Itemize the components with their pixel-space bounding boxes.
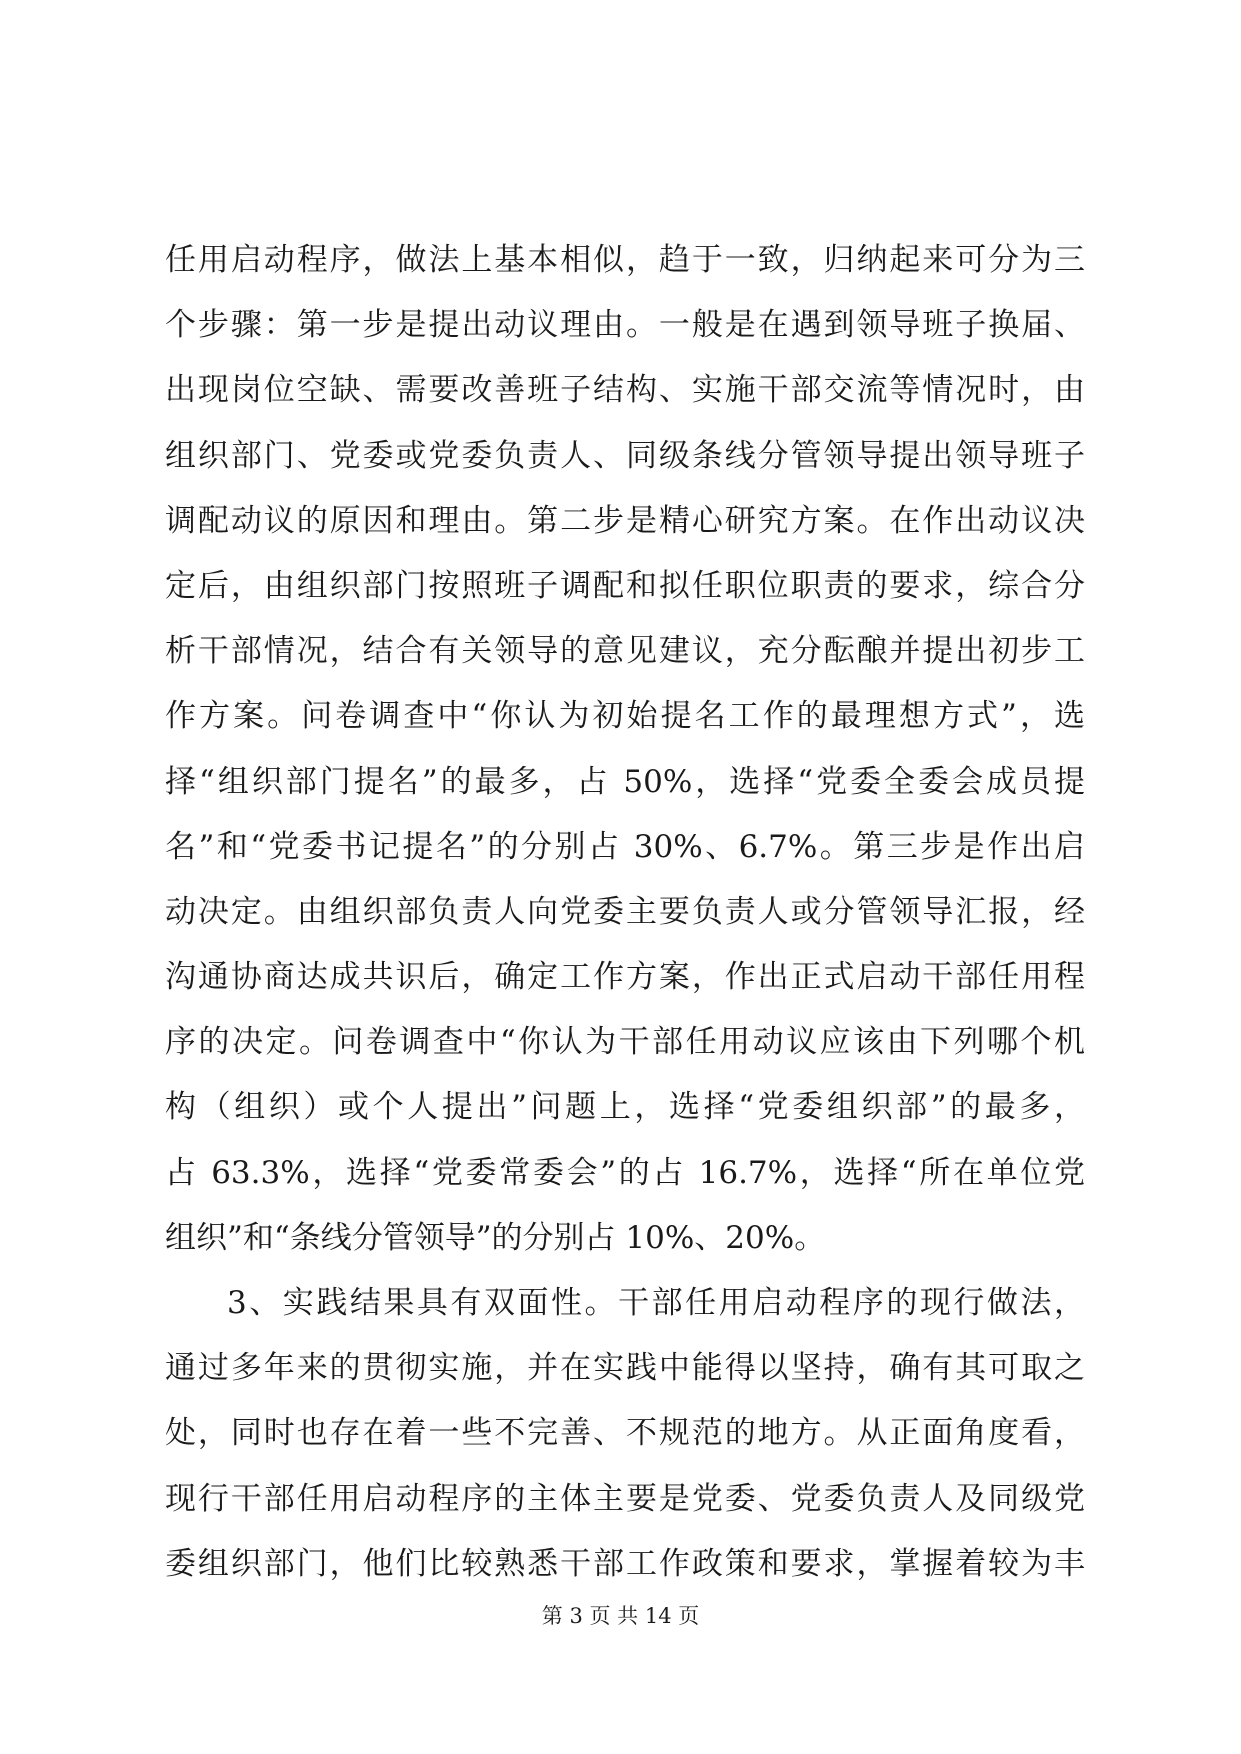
page-footer	[0, 1600, 1241, 1630]
text-line: 现行干部任用启动程序的主体主要是党委、党委负责人及同级党	[165, 1480, 1085, 1517]
text-line: 处，同时也存在着一些不完善、不规范的地方。从正面角度看，	[165, 1415, 1085, 1452]
text-line: 名”和“党委书记提名”的分别占 30%、6.7%。第三步是作出启	[165, 828, 1085, 865]
text-line: 通过多年来的贯彻实施，并在实践中能得以坚持，确有其可取之	[165, 1350, 1085, 1387]
text-line: 占 63.3%，选择“党委常委会”的占 16.7%，选择“所在单位党	[165, 1154, 1085, 1191]
body-text	[165, 228, 1085, 1597]
text-line: 沟通协商达成共识后，确定工作方案，作出正式启动干部任用程	[165, 959, 1085, 996]
page-number: 第 3 页 共 14 页	[541, 1604, 700, 1628]
text-line: 组织部门、党委或党委负责人、同级条线分管领导提出领导班子	[165, 437, 1085, 474]
text-line: 构（组织）或个人提出”问题上，选择“党委组织部”的最多，	[165, 1089, 1085, 1126]
text-line: 动决定。由组织部负责人向党委主要负责人或分管领导汇报，经	[165, 893, 1085, 930]
text-line: 序的决定。问卷调查中“你认为干部任用动议应该由下列哪个机	[165, 1024, 1085, 1061]
text-line: 个步骤：第一步是提出动议理由。一般是在遇到领导班子换届、	[165, 307, 1085, 344]
text-line: 出现岗位空缺、需要改善班子结构、实施干部交流等情况时，由	[165, 372, 1085, 409]
text-line: 析干部情况，结合有关领导的意见建议，充分酝酿并提出初步工	[165, 633, 1085, 670]
text-line: 组织”和“条线分管领导”的分别占 10%、20%。	[165, 1219, 826, 1256]
text-line: 定后，由组织部门按照班子调配和拟任职位职责的要求，综合分	[165, 567, 1085, 604]
text-line: 任用启动程序，做法上基本相似，趋于一致，归纳起来可分为三	[165, 242, 1085, 278]
text-line: 择“组织部门提名”的最多，占 50%，选择“党委全委会成员提	[165, 763, 1085, 800]
text-line: 委组织部门，他们比较熟悉干部工作政策和要求，掌握着较为丰	[165, 1545, 1085, 1582]
text-line: 调配动议的原因和理由。第二步是精心研究方案。在作出动议决	[165, 502, 1085, 539]
text-line: 作方案。问卷调查中“你认为初始提名工作的最理想方式”，选	[165, 698, 1085, 735]
text-line: 3、实践结果具有双面性。干部任用启动程序的现行做法，	[227, 1285, 1085, 1321]
